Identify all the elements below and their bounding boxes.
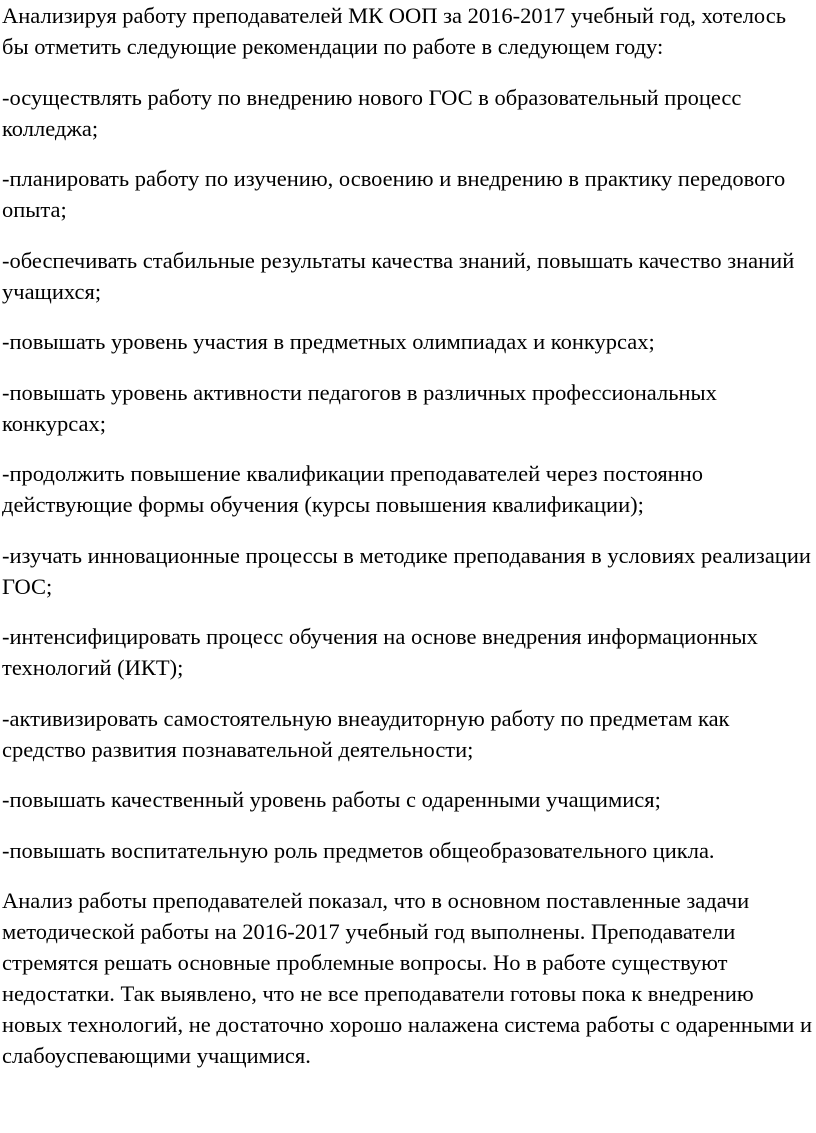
recommendation-item: -обеспечивать стабильные результаты качества знаний, повышать качество знаний учащихся;: [2, 247, 795, 304]
recommendation-item: -повышать уровень активности педагогов в различных профессиональных конкурсах;: [2, 379, 717, 436]
conclusion-paragraph: Анализ работы преподавателей показал, что в основном поставленные задачи методической работы на 2016-2017 учебный год выполнены. Преподаватели стремятся решать основные проблемные вопросы. Но в работе существуют недостатки. Так выявлено, что не все преподаватели готовы пока к внедрению новых технологий, не достаточно хорошо налажена система работы с одаренными и слабоуспевающими учащимися.: [2, 888, 812, 1068]
recommendation-item: -повышать воспитательную роль предметов общеобразовательного цикла.: [2, 837, 715, 863]
recommendation-item: -осуществлять работу по внедрению нового ГОС в образовательный процесс колледжа;: [2, 84, 742, 141]
recommendation-item: -повышать качественный уровень работы с одаренными учащимися;: [2, 787, 661, 812]
recommendation-item: -продолжить повышение квалификации преподавателей через постоянно действующие формы обучения (курсы повышения квалификации);: [2, 461, 704, 517]
recommendation-item: -активизировать самостоятельную внеаудиторную работу по предметам как средство развития познавательной деятельности;: [2, 705, 730, 762]
intro-paragraph: Анализируя работу преподавателей МК ООП за 2016-2017 учебный год, хотелось бы отметить следующие рекомендации по работе в следующем году:: [2, 3, 786, 59]
recommendation-item: -интенсифицировать процесс обучения на основе внедрения информационных технологий (ИКТ);: [2, 624, 758, 680]
recommendation-item: -планировать работу по изучению, освоению и внедрению в практику передового опыта;: [2, 166, 786, 222]
recommendation-item: -изучать инновационные процессы в методике преподавания в условиях реализации ГОС;: [2, 542, 811, 599]
recommendation-item: -повышать уровень участия в предметных олимпиадах и конкурсах;: [2, 329, 655, 354]
